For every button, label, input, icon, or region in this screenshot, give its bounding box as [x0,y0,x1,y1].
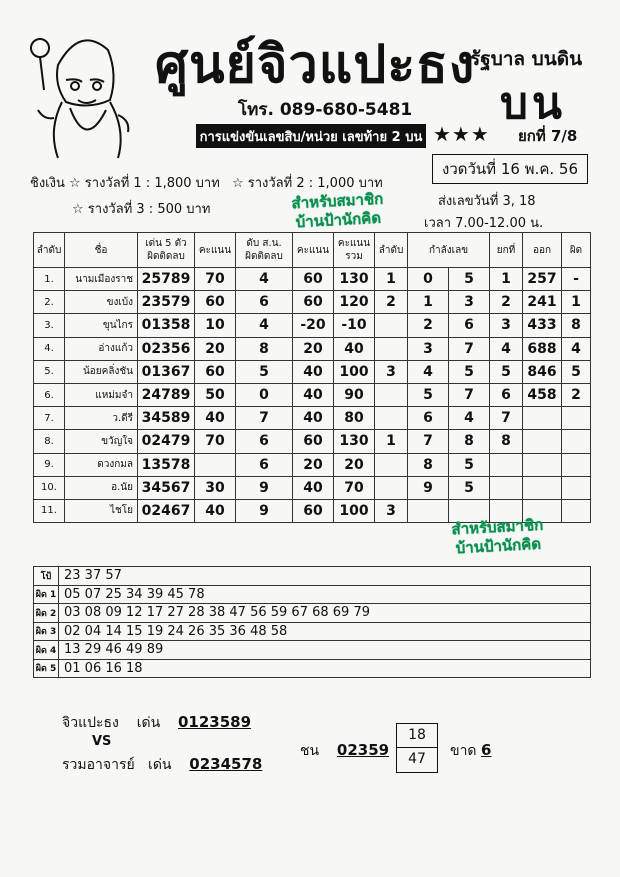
table-row [34,268,591,291]
cell-w: 9 [236,499,293,522]
government-label: รัฐบาล บนดิน [470,48,583,70]
cell-num: 34567 [138,476,195,499]
result-row [34,567,591,586]
cell-rank: 3. [34,314,65,337]
cell-wrong [562,453,591,476]
cell-total: 70 [334,476,375,499]
cell-name: ขุนไกร [65,314,138,337]
cell-rank: 7. [34,407,65,430]
cell-s2: -20 [293,314,334,337]
win-label: ชน [300,743,320,759]
cell-total: 100 [334,360,375,383]
score-fraction [396,723,438,773]
cell-rank: 8. [34,430,65,453]
col-score2: คะแนน [293,233,334,268]
result-label: ผิด 3 [34,622,59,641]
prize-3-amount: 500 บาท [157,202,211,217]
cell-r2 [375,407,408,430]
cell-w: 5 [236,360,293,383]
cell-r2: 1 [375,430,408,453]
prize-2-label: รางวัลที่ 2 : [247,176,314,191]
competition-banner: การแข่งขันเลขสิบ/หน่วย เลขท้าย 2 บน [196,124,426,148]
cell-c2: 5 [449,476,490,499]
lose-number: 6 [480,741,492,759]
player-1-number: 0123589 [177,713,252,731]
star-icon: ☆ [231,176,244,191]
cell-score: 70 [195,268,236,291]
cell-wrong [562,430,591,453]
prize-label: ชิงเงิน [30,176,65,191]
cell-w: 7 [236,407,293,430]
cell-c1: 7 [408,430,449,453]
cell-c1: 0 [408,268,449,291]
cell-out: 257 [523,268,562,291]
cell-total: 130 [334,430,375,453]
prize-2-amount: 1,000 บาท [317,176,383,191]
cell-num: 24789 [138,383,195,406]
cell-total: 40 [334,337,375,360]
cell-score: 30 [195,476,236,499]
table-body [34,268,591,523]
cell-wrong [562,499,591,522]
cell-round: 2 [490,291,523,314]
cell-out: 433 [523,314,562,337]
cell-c2: 8 [449,430,490,453]
cell-score: 60 [195,360,236,383]
cell-name: ไชโย [65,499,138,522]
cell-name: ขงเบ้ง [65,291,138,314]
cell-c2: 7 [449,337,490,360]
cell-w: 6 [236,430,293,453]
table-row [34,476,591,499]
phone-number: โทร. 089-680-5481 [238,100,413,120]
time-window: เวลา 7.00-12.00 น. [424,216,544,231]
mascot-illustration [18,20,138,160]
cell-c1: 3 [408,337,449,360]
cell-c2: 7 [449,383,490,406]
col-wrong: ผิด [562,233,591,268]
table-row [34,453,591,476]
cell-wrong: 1 [562,291,591,314]
cell-num: 02479 [138,430,195,453]
star-icon: ☆ [69,176,81,191]
cell-rank: 2. [34,291,65,314]
cell-round: 6 [490,383,523,406]
cell-c1: 9 [408,476,449,499]
cell-s2: 60 [293,430,334,453]
player-2-name: รวมอาจารย์ [62,757,135,773]
cell-name: แหม่มจำ [65,383,138,406]
cell-r2 [375,314,408,337]
cell-s2: 20 [293,337,334,360]
col-out: ออก [523,233,562,268]
cell-total: 20 [334,453,375,476]
table-header-row [34,233,591,268]
player-1-name: จิวแปะธง [62,715,119,731]
cell-c1: 1 [408,291,449,314]
members-stamp-2-line1: สำหรับสมาชิก [451,515,544,539]
cell-c1 [408,499,449,522]
fraction-top: 18 [397,724,437,748]
cell-rank: 1. [34,268,65,291]
cell-s2: 40 [293,407,334,430]
cell-num: 01358 [138,314,195,337]
cell-score: 70 [195,430,236,453]
cell-wrong [562,407,591,430]
cell-wrong: 8 [562,314,591,337]
cell-score: 40 [195,407,236,430]
cell-num: 34589 [138,407,195,430]
cell-out [523,430,562,453]
prize-1-amount: 1,800 บาท [154,176,220,191]
stars-icon: ★★★ [433,122,490,146]
result-numbers: 23 37 57 [59,567,591,586]
col-round: ยกที่ [490,233,523,268]
result-row [34,641,591,660]
cell-score: 10 [195,314,236,337]
cell-name: น้อยคลิ่งชัน [65,360,138,383]
result-row [34,604,591,623]
table-row [34,430,591,453]
members-stamp-2 [451,516,545,559]
prize-3-label: รางวัลที่ 3 : [87,202,154,217]
col-total: คะแนน รวม [334,233,375,268]
cell-rank: 5. [34,360,65,383]
cell-score: 20 [195,337,236,360]
cell-total: -10 [334,314,375,337]
cell-r2: 3 [375,360,408,383]
fraction-bottom: 47 [408,751,426,767]
player-1-line [62,712,251,734]
cell-score: 40 [195,499,236,522]
play-label: เด่น [136,715,161,731]
cell-round: 5 [490,360,523,383]
col-score: คะแนน [195,233,236,268]
table-row [34,291,591,314]
win-number: 02359 [336,741,390,759]
lose-label: ขาด [450,743,477,759]
lose-line [450,740,491,762]
cell-r2 [375,476,408,499]
cell-r2 [375,453,408,476]
cell-c1: 4 [408,360,449,383]
col-rank: ลำดับ [34,233,65,268]
col-rank2: ลำดับ [375,233,408,268]
result-label: โป้ [34,567,59,586]
cell-score: 60 [195,291,236,314]
cell-c2: 5 [449,360,490,383]
cell-w: 0 [236,383,293,406]
cell-wrong: 2 [562,383,591,406]
cell-round [490,453,523,476]
col-name: ชื่อ [65,233,138,268]
cell-total: 120 [334,291,375,314]
col-week: ดับ ส.น. ผิดติดลบ [236,233,293,268]
result-label: ผิด 2 [34,604,59,623]
members-stamp-line1: สำหรับสมาชิก [291,189,384,213]
cell-name: ว.ดีรี [65,407,138,430]
scores-table [33,232,591,523]
table-row [34,360,591,383]
cell-s2: 60 [293,499,334,522]
cell-c2: 4 [449,407,490,430]
cell-wrong: - [562,268,591,291]
cell-w: 6 [236,453,293,476]
player-2-line [62,754,262,776]
cell-num: 25789 [138,268,195,291]
cell-wrong [562,476,591,499]
cell-total: 100 [334,499,375,522]
col-calc: กำลังเลข [408,233,490,268]
cell-out: 688 [523,337,562,360]
cell-out [523,407,562,430]
cell-c2: 6 [449,314,490,337]
cell-num: 13578 [138,453,195,476]
cell-rank: 10. [34,476,65,499]
cell-num: 01367 [138,360,195,383]
cell-out [523,476,562,499]
result-numbers: 02 04 14 15 19 24 26 35 36 48 58 [59,622,591,641]
cell-s2: 60 [293,291,334,314]
cell-w: 4 [236,314,293,337]
cell-rank: 6. [34,383,65,406]
cell-score: 50 [195,383,236,406]
cell-round: 4 [490,337,523,360]
result-label: ผิด 1 [34,585,59,604]
cell-wrong: 4 [562,337,591,360]
cell-wrong: 5 [562,360,591,383]
cell-num: 02467 [138,499,195,522]
cell-s2: 40 [293,476,334,499]
cell-out [523,453,562,476]
cell-s2: 40 [293,360,334,383]
cell-r2: 3 [375,499,408,522]
table-row [34,383,591,406]
cell-round: 3 [490,314,523,337]
brand-title: ศูนย์จิวแปะธง [155,35,476,95]
cell-score [195,453,236,476]
table-row [34,337,591,360]
cell-out: 458 [523,383,562,406]
cell-r2 [375,337,408,360]
cell-w: 8 [236,337,293,360]
cell-round: 8 [490,430,523,453]
cell-c2: 3 [449,291,490,314]
cell-s2: 20 [293,453,334,476]
cell-out: 846 [523,360,562,383]
cell-rank: 4. [34,337,65,360]
cell-s2: 60 [293,268,334,291]
result-row [34,585,591,604]
win-line [300,740,389,762]
player-2-number: 0234578 [189,755,263,773]
cell-name: อ่างแก้ว [65,337,138,360]
cell-total: 80 [334,407,375,430]
draw-date: งวดวันที่ 16 พ.ค. 56 [432,154,588,184]
prize-1-label: รางวัลที่ 1 : [84,176,151,191]
prize-line-1 [30,172,383,193]
cell-w: 6 [236,291,293,314]
cell-c2: 5 [449,453,490,476]
vs-label: VS [92,734,112,749]
cell-num: 02356 [138,337,195,360]
cell-w: 9 [236,476,293,499]
cell-c1: 6 [408,407,449,430]
cell-r2: 2 [375,291,408,314]
bon-label: บน [500,78,567,129]
cell-rank: 11. [34,499,65,522]
result-row [34,659,591,678]
result-row [34,622,591,641]
cell-c1: 2 [408,314,449,337]
cell-rank: 9. [34,453,65,476]
col-play5: เด่น 5 ตัว ผิดติดลบ [138,233,195,268]
results-table [33,566,591,678]
cell-r2: 1 [375,268,408,291]
members-stamp-line2: บ้านป้านักคิด [295,208,382,232]
cell-total: 130 [334,268,375,291]
result-numbers: 05 07 25 34 39 45 78 [59,585,591,604]
table-row [34,407,591,430]
star-icon: ☆ [72,202,84,217]
cell-round: 1 [490,268,523,291]
cell-total: 90 [334,383,375,406]
send-days: ส่งเลขวันที่ 3, 18 [438,194,536,209]
cell-c2: 5 [449,268,490,291]
result-numbers: 01 06 16 18 [59,659,591,678]
cell-s2: 40 [293,383,334,406]
cell-round: 7 [490,407,523,430]
cell-name: ดวงกมล [65,453,138,476]
cell-name: ขวัญใจ [65,430,138,453]
members-stamp-2-line2: บ้านป้านักคิด [455,534,542,558]
result-label: ผิด 5 [34,659,59,678]
prize-line-2 [72,198,210,219]
cell-num: 23579 [138,291,195,314]
play-label: เด่น [148,757,172,773]
result-numbers: 13 29 46 49 89 [59,641,591,660]
cell-w: 4 [236,268,293,291]
result-label: ผิด 4 [34,641,59,660]
members-stamp [291,190,385,233]
cell-out: 241 [523,291,562,314]
cell-name: อ.นัย [65,476,138,499]
cell-r2 [375,383,408,406]
cell-name: นามเมืองราช [65,268,138,291]
table-row [34,314,591,337]
cell-round [490,476,523,499]
result-numbers: 03 08 09 12 17 27 28 38 47 56 59 67 68 69 79 [59,604,591,623]
round-label: ยกที่ 7/8 [518,127,578,145]
cell-c1: 5 [408,383,449,406]
cell-c1: 8 [408,453,449,476]
